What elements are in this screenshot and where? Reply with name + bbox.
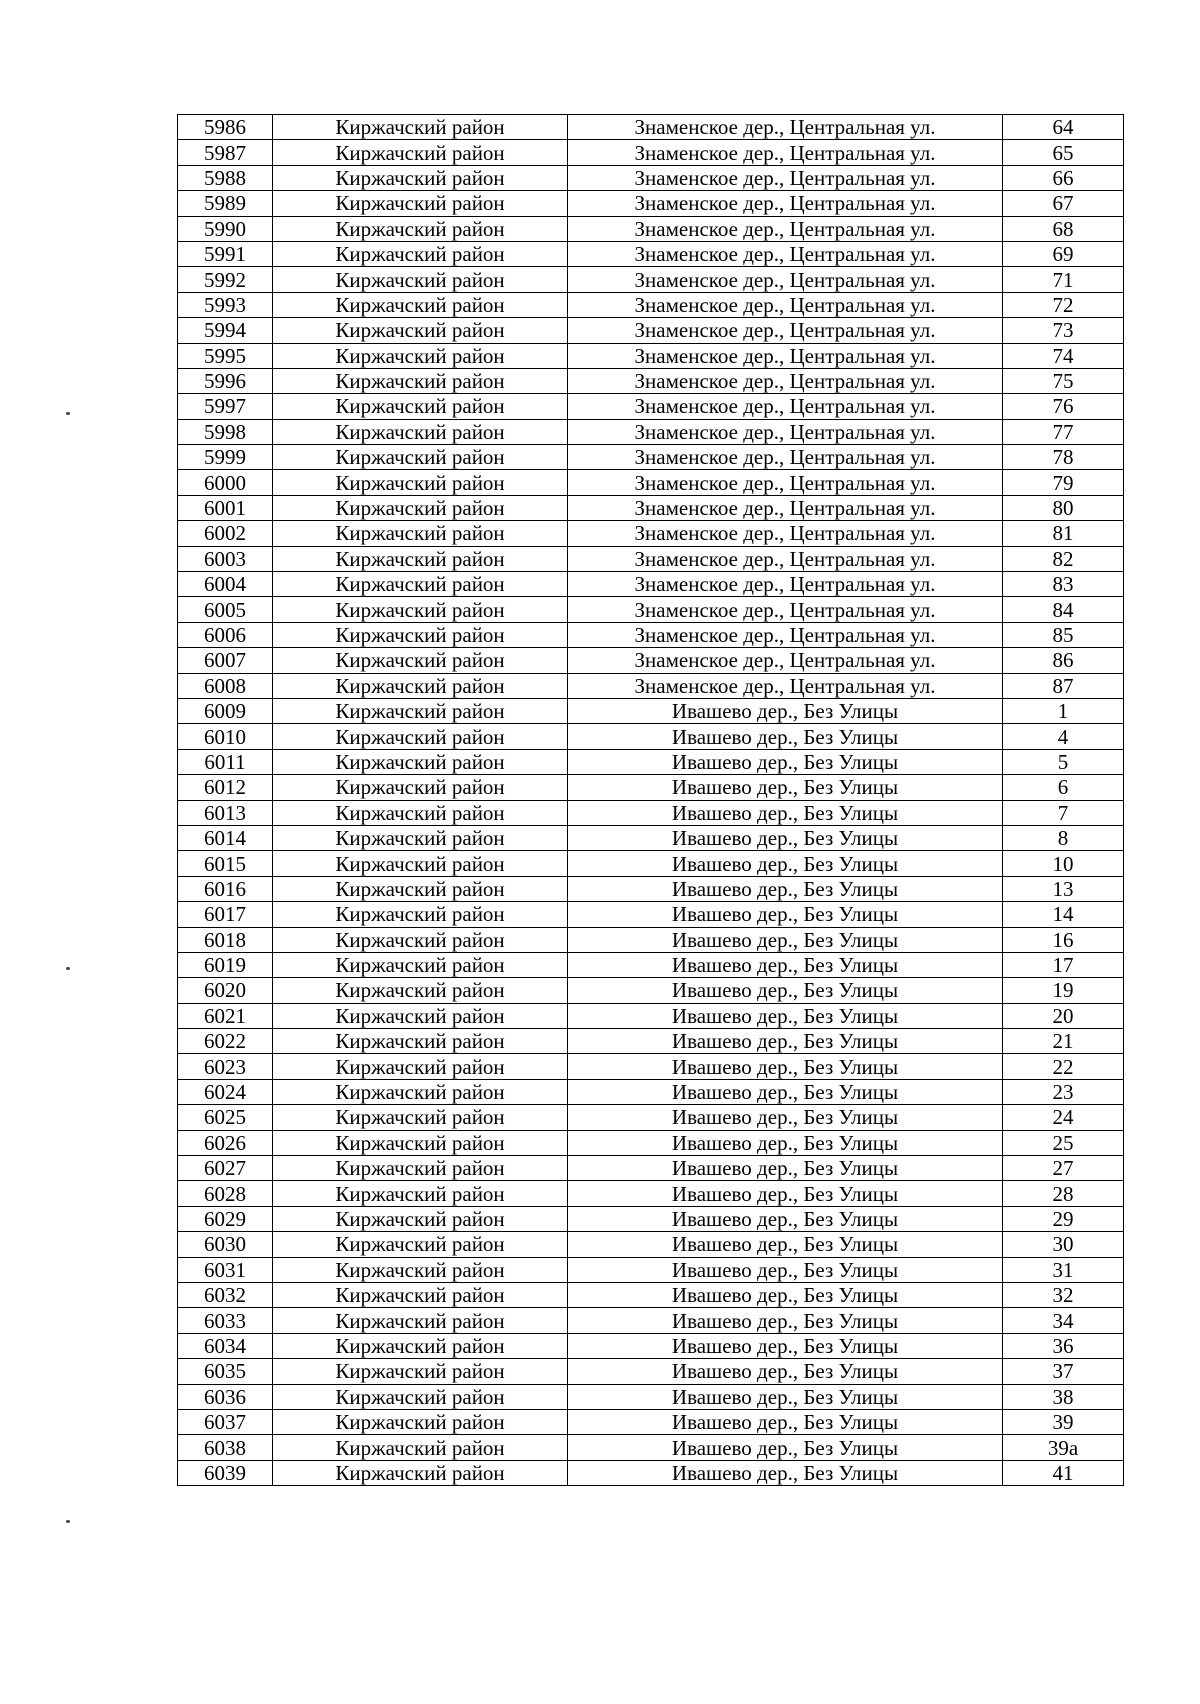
row-number-cell: 6004 (178, 572, 273, 597)
house-number-cell: 8 (1003, 825, 1124, 850)
address-cell: Ивашево дер., Без Улицы (568, 1333, 1003, 1358)
row-number-cell: 5992 (178, 267, 273, 292)
row-number-cell: 5997 (178, 394, 273, 419)
district-cell: Киржачский район (273, 1156, 568, 1181)
address-cell: Ивашево дер., Без Улицы (568, 1156, 1003, 1181)
address-cell: Знаменское дер., Центральная ул. (568, 292, 1003, 317)
row-number-cell: 6007 (178, 648, 273, 673)
district-cell: Киржачский район (273, 1308, 568, 1333)
row-number-cell: 5988 (178, 165, 273, 190)
address-cell: Знаменское дер., Центральная ул. (568, 648, 1003, 673)
table-row (178, 724, 1124, 749)
address-cell: Ивашево дер., Без Улицы (568, 775, 1003, 800)
house-number-cell: 31 (1003, 1257, 1124, 1282)
district-cell: Киржачский район (273, 978, 568, 1003)
address-cell: Знаменское дер., Центральная ул. (568, 394, 1003, 419)
house-number-cell: 39 (1003, 1409, 1124, 1434)
row-number-cell: 6038 (178, 1435, 273, 1460)
row-number-cell: 6013 (178, 800, 273, 825)
district-cell: Киржачский район (273, 368, 568, 393)
table-row (178, 1282, 1124, 1307)
house-number-cell: 80 (1003, 495, 1124, 520)
table-row (178, 902, 1124, 927)
table-row (178, 140, 1124, 165)
address-cell: Знаменское дер., Центральная ул. (568, 115, 1003, 140)
house-number-cell: 23 (1003, 1079, 1124, 1104)
address-cell: Знаменское дер., Центральная ул. (568, 597, 1003, 622)
address-cell: Ивашево дер., Без Улицы (568, 800, 1003, 825)
row-number-cell: 6011 (178, 749, 273, 774)
row-number-cell: 5991 (178, 241, 273, 266)
district-cell: Киржачский район (273, 825, 568, 850)
row-number-cell: 6018 (178, 927, 273, 952)
address-cell: Знаменское дер., Центральная ул. (568, 546, 1003, 571)
row-number-cell: 5998 (178, 419, 273, 444)
house-number-cell: 28 (1003, 1181, 1124, 1206)
house-number-cell: 65 (1003, 140, 1124, 165)
district-cell: Киржачский район (273, 1359, 568, 1384)
row-number-cell: 6029 (178, 1206, 273, 1231)
house-number-cell: 38 (1003, 1384, 1124, 1409)
house-number-cell: 13 (1003, 876, 1124, 901)
district-cell: Киржачский район (273, 292, 568, 317)
row-number-cell: 6037 (178, 1409, 273, 1434)
address-cell: Ивашево дер., Без Улицы (568, 927, 1003, 952)
address-cell: Знаменское дер., Центральная ул. (568, 216, 1003, 241)
district-cell: Киржачский район (273, 876, 568, 901)
table-row (178, 851, 1124, 876)
table-row (178, 1181, 1124, 1206)
table-row (178, 1308, 1124, 1333)
address-cell: Знаменское дер., Центральная ул. (568, 318, 1003, 343)
house-number-cell: 24 (1003, 1105, 1124, 1130)
house-number-cell: 64 (1003, 115, 1124, 140)
house-number-cell: 6 (1003, 775, 1124, 800)
district-cell: Киржачский район (273, 495, 568, 520)
address-cell: Знаменское дер., Центральная ул. (568, 622, 1003, 647)
district-cell: Киржачский район (273, 597, 568, 622)
table-row (178, 495, 1124, 520)
table-row (178, 1359, 1124, 1384)
row-number-cell: 6008 (178, 673, 273, 698)
address-cell: Ивашево дер., Без Улицы (568, 1181, 1003, 1206)
house-number-cell: 5 (1003, 749, 1124, 774)
house-number-cell: 37 (1003, 1359, 1124, 1384)
table-row (178, 749, 1124, 774)
address-cell: Знаменское дер., Центральная ул. (568, 343, 1003, 368)
table-row (178, 775, 1124, 800)
row-number-cell: 5993 (178, 292, 273, 317)
address-cell: Ивашево дер., Без Улицы (568, 902, 1003, 927)
address-cell: Ивашево дер., Без Улицы (568, 1359, 1003, 1384)
house-number-cell: 7 (1003, 800, 1124, 825)
table-row (178, 1435, 1124, 1460)
table-row (178, 165, 1124, 190)
house-number-cell: 71 (1003, 267, 1124, 292)
row-number-cell: 6010 (178, 724, 273, 749)
district-cell: Киржачский район (273, 1435, 568, 1460)
row-number-cell: 5995 (178, 343, 273, 368)
district-cell: Киржачский район (273, 241, 568, 266)
house-number-cell: 77 (1003, 419, 1124, 444)
address-cell: Знаменское дер., Центральная ул. (568, 419, 1003, 444)
house-number-cell: 68 (1003, 216, 1124, 241)
table-row (178, 419, 1124, 444)
address-cell: Знаменское дер., Центральная ул. (568, 572, 1003, 597)
house-number-cell: 69 (1003, 241, 1124, 266)
row-number-cell: 6024 (178, 1079, 273, 1104)
address-cell: Ивашево дер., Без Улицы (568, 1079, 1003, 1104)
table-row (178, 191, 1124, 216)
address-cell: Ивашево дер., Без Улицы (568, 1257, 1003, 1282)
row-number-cell: 6027 (178, 1156, 273, 1181)
house-number-cell: 20 (1003, 1003, 1124, 1028)
registry-table-body (178, 115, 1124, 1486)
address-cell: Ивашево дер., Без Улицы (568, 1029, 1003, 1054)
house-number-cell: 1 (1003, 698, 1124, 723)
address-cell: Знаменское дер., Центральная ул. (568, 191, 1003, 216)
house-number-cell: 16 (1003, 927, 1124, 952)
row-number-cell: 5990 (178, 216, 273, 241)
house-number-cell: 39а (1003, 1435, 1124, 1460)
table-row (178, 1384, 1124, 1409)
district-cell: Киржачский район (273, 1003, 568, 1028)
house-number-cell: 21 (1003, 1029, 1124, 1054)
address-cell: Ивашево дер., Без Улицы (568, 1105, 1003, 1130)
district-cell: Киржачский район (273, 1232, 568, 1257)
house-number-cell: 30 (1003, 1232, 1124, 1257)
district-cell: Киржачский район (273, 521, 568, 546)
address-cell: Знаменское дер., Центральная ул. (568, 165, 1003, 190)
district-cell: Киржачский район (273, 1181, 568, 1206)
address-cell: Знаменское дер., Центральная ул. (568, 495, 1003, 520)
table-row (178, 952, 1124, 977)
table-row (178, 648, 1124, 673)
address-cell: Ивашево дер., Без Улицы (568, 1460, 1003, 1485)
row-number-cell: 6034 (178, 1333, 273, 1358)
house-number-cell: 83 (1003, 572, 1124, 597)
house-number-cell: 75 (1003, 368, 1124, 393)
table-row (178, 572, 1124, 597)
table-row (178, 978, 1124, 1003)
district-cell: Киржачский район (273, 724, 568, 749)
address-cell: Ивашево дер., Без Улицы (568, 1308, 1003, 1333)
district-cell: Киржачский район (273, 115, 568, 140)
row-number-cell: 6006 (178, 622, 273, 647)
house-number-cell: 73 (1003, 318, 1124, 343)
district-cell: Киржачский район (273, 1384, 568, 1409)
district-cell: Киржачский район (273, 902, 568, 927)
district-cell: Киржачский район (273, 318, 568, 343)
address-cell: Ивашево дер., Без Улицы (568, 876, 1003, 901)
district-cell: Киржачский район (273, 673, 568, 698)
district-cell: Киржачский район (273, 1130, 568, 1155)
district-cell: Киржачский район (273, 1029, 568, 1054)
district-cell: Киржачский район (273, 140, 568, 165)
address-registry-table (177, 114, 1124, 1486)
row-number-cell: 6019 (178, 952, 273, 977)
table-row (178, 470, 1124, 495)
district-cell: Киржачский район (273, 546, 568, 571)
address-cell: Знаменское дер., Центральная ул. (568, 470, 1003, 495)
house-number-cell: 82 (1003, 546, 1124, 571)
address-cell: Ивашево дер., Без Улицы (568, 1130, 1003, 1155)
address-cell: Ивашево дер., Без Улицы (568, 749, 1003, 774)
district-cell: Киржачский район (273, 1257, 568, 1282)
table-row (178, 800, 1124, 825)
table-row (178, 318, 1124, 343)
house-number-cell: 27 (1003, 1156, 1124, 1181)
district-cell: Киржачский район (273, 343, 568, 368)
district-cell: Киржачский район (273, 445, 568, 470)
house-number-cell: 17 (1003, 952, 1124, 977)
row-number-cell: 6014 (178, 825, 273, 850)
table-row (178, 927, 1124, 952)
table-row (178, 546, 1124, 571)
house-number-cell: 14 (1003, 902, 1124, 927)
house-number-cell: 41 (1003, 1460, 1124, 1485)
house-number-cell: 79 (1003, 470, 1124, 495)
row-number-cell: 6021 (178, 1003, 273, 1028)
table-row (178, 673, 1124, 698)
district-cell: Киржачский район (273, 648, 568, 673)
district-cell: Киржачский район (273, 1079, 568, 1104)
house-number-cell: 84 (1003, 597, 1124, 622)
house-number-cell: 34 (1003, 1308, 1124, 1333)
district-cell: Киржачский район (273, 470, 568, 495)
row-number-cell: 6000 (178, 470, 273, 495)
row-number-cell: 6030 (178, 1232, 273, 1257)
district-cell: Киржачский район (273, 1409, 568, 1434)
district-cell: Киржачский район (273, 851, 568, 876)
address-cell: Ивашево дер., Без Улицы (568, 1206, 1003, 1231)
table-row (178, 1257, 1124, 1282)
table-row (178, 597, 1124, 622)
address-cell: Ивашево дер., Без Улицы (568, 1232, 1003, 1257)
row-number-cell: 6001 (178, 495, 273, 520)
house-number-cell: 29 (1003, 1206, 1124, 1231)
address-cell: Знаменское дер., Центральная ул. (568, 267, 1003, 292)
table-row (178, 394, 1124, 419)
row-number-cell: 6017 (178, 902, 273, 927)
address-cell: Ивашево дер., Без Улицы (568, 978, 1003, 1003)
row-number-cell: 6028 (178, 1181, 273, 1206)
house-number-cell: 74 (1003, 343, 1124, 368)
table-row (178, 368, 1124, 393)
address-cell: Ивашево дер., Без Улицы (568, 724, 1003, 749)
table-row (178, 1105, 1124, 1130)
district-cell: Киржачский район (273, 927, 568, 952)
address-cell: Ивашево дер., Без Улицы (568, 952, 1003, 977)
address-cell: Знаменское дер., Центральная ул. (568, 673, 1003, 698)
district-cell: Киржачский район (273, 1206, 568, 1231)
address-cell: Ивашево дер., Без Улицы (568, 698, 1003, 723)
address-cell: Ивашево дер., Без Улицы (568, 1054, 1003, 1079)
district-cell: Киржачский район (273, 800, 568, 825)
house-number-cell: 22 (1003, 1054, 1124, 1079)
row-number-cell: 6020 (178, 978, 273, 1003)
district-cell: Киржачский район (273, 952, 568, 977)
district-cell: Киржачский район (273, 1054, 568, 1079)
house-number-cell: 72 (1003, 292, 1124, 317)
address-cell: Ивашево дер., Без Улицы (568, 1003, 1003, 1028)
district-cell: Киржачский район (273, 1282, 568, 1307)
row-number-cell: 6022 (178, 1029, 273, 1054)
house-number-cell: 86 (1003, 648, 1124, 673)
house-number-cell: 10 (1003, 851, 1124, 876)
table-row (178, 1206, 1124, 1231)
address-cell: Знаменское дер., Центральная ул. (568, 241, 1003, 266)
table-row (178, 1079, 1124, 1104)
row-number-cell: 6002 (178, 521, 273, 546)
house-number-cell: 4 (1003, 724, 1124, 749)
house-number-cell: 76 (1003, 394, 1124, 419)
address-cell: Знаменское дер., Центральная ул. (568, 521, 1003, 546)
house-number-cell: 32 (1003, 1282, 1124, 1307)
row-number-cell: 6003 (178, 546, 273, 571)
margin-dot (66, 967, 70, 970)
row-number-cell: 6035 (178, 1359, 273, 1384)
table-row (178, 698, 1124, 723)
house-number-cell: 19 (1003, 978, 1124, 1003)
row-number-cell: 6016 (178, 876, 273, 901)
house-number-cell: 36 (1003, 1333, 1124, 1358)
table-row (178, 1003, 1124, 1028)
row-number-cell: 5994 (178, 318, 273, 343)
table-row (178, 241, 1124, 266)
row-number-cell: 6012 (178, 775, 273, 800)
district-cell: Киржачский район (273, 775, 568, 800)
row-number-cell: 5986 (178, 115, 273, 140)
house-number-cell: 87 (1003, 673, 1124, 698)
district-cell: Киржачский район (273, 622, 568, 647)
table-row (178, 216, 1124, 241)
address-cell: Ивашево дер., Без Улицы (568, 851, 1003, 876)
table-row (178, 1156, 1124, 1181)
table-row (178, 622, 1124, 647)
table-row (178, 876, 1124, 901)
district-cell: Киржачский район (273, 1105, 568, 1130)
district-cell: Киржачский район (273, 1333, 568, 1358)
address-cell: Знаменское дер., Центральная ул. (568, 140, 1003, 165)
district-cell: Киржачский район (273, 267, 568, 292)
district-cell: Киржачский район (273, 394, 568, 419)
table-row (178, 1333, 1124, 1358)
table-row (178, 1460, 1124, 1485)
row-number-cell: 6039 (178, 1460, 273, 1485)
table-row (178, 292, 1124, 317)
row-number-cell: 6032 (178, 1282, 273, 1307)
house-number-cell: 85 (1003, 622, 1124, 647)
row-number-cell: 6026 (178, 1130, 273, 1155)
margin-dot (66, 412, 70, 415)
district-cell: Киржачский район (273, 572, 568, 597)
row-number-cell: 6031 (178, 1257, 273, 1282)
table-row (178, 445, 1124, 470)
table-row (178, 115, 1124, 140)
table-row (178, 521, 1124, 546)
district-cell: Киржачский район (273, 419, 568, 444)
house-number-cell: 25 (1003, 1130, 1124, 1155)
district-cell: Киржачский район (273, 749, 568, 774)
row-number-cell: 6025 (178, 1105, 273, 1130)
table-row (178, 1232, 1124, 1257)
row-number-cell: 6009 (178, 698, 273, 723)
table-row (178, 1409, 1124, 1434)
district-cell: Киржачский район (273, 165, 568, 190)
row-number-cell: 5987 (178, 140, 273, 165)
address-cell: Ивашево дер., Без Улицы (568, 1282, 1003, 1307)
table-row (178, 1029, 1124, 1054)
margin-dot (66, 1520, 70, 1523)
row-number-cell: 6023 (178, 1054, 273, 1079)
table-row (178, 343, 1124, 368)
row-number-cell: 5996 (178, 368, 273, 393)
district-cell: Киржачский район (273, 191, 568, 216)
table-row (178, 825, 1124, 850)
district-cell: Киржачский район (273, 1460, 568, 1485)
address-cell: Знаменское дер., Центральная ул. (568, 368, 1003, 393)
table-row (178, 1054, 1124, 1079)
address-cell: Ивашево дер., Без Улицы (568, 1435, 1003, 1460)
house-number-cell: 81 (1003, 521, 1124, 546)
house-number-cell: 67 (1003, 191, 1124, 216)
address-cell: Знаменское дер., Центральная ул. (568, 445, 1003, 470)
address-cell: Ивашево дер., Без Улицы (568, 1384, 1003, 1409)
table-row (178, 1130, 1124, 1155)
house-number-cell: 78 (1003, 445, 1124, 470)
house-number-cell: 66 (1003, 165, 1124, 190)
address-cell: Ивашево дер., Без Улицы (568, 1409, 1003, 1434)
address-cell: Ивашево дер., Без Улицы (568, 825, 1003, 850)
row-number-cell: 6033 (178, 1308, 273, 1333)
row-number-cell: 6015 (178, 851, 273, 876)
row-number-cell: 5999 (178, 445, 273, 470)
district-cell: Киржачский район (273, 698, 568, 723)
table-row (178, 267, 1124, 292)
row-number-cell: 6036 (178, 1384, 273, 1409)
district-cell: Киржачский район (273, 216, 568, 241)
row-number-cell: 5989 (178, 191, 273, 216)
row-number-cell: 6005 (178, 597, 273, 622)
